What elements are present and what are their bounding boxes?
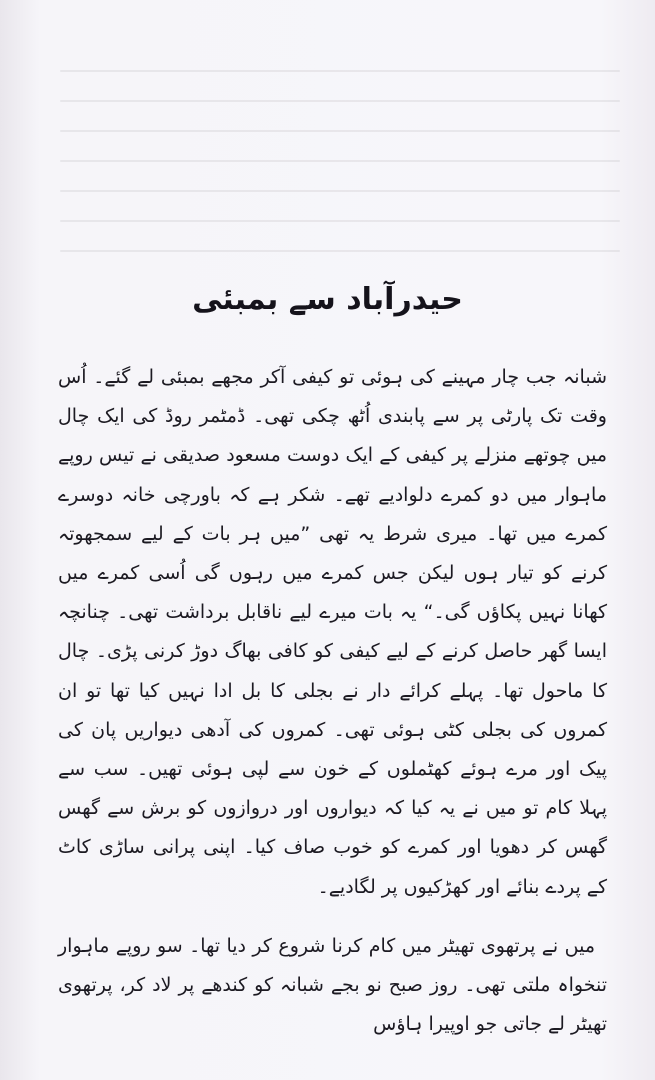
body-text: [58, 358, 607, 1044]
show-through-text: [60, 70, 620, 270]
paragraph: میں نے پرتھوی تھیٹر میں کام کرنا شروع کر دیا تھا۔ سو روپے ماہوار تنخواہ ملتی تھی۔ روز صبح نو بجے شبانہ کو کندھے پر لاد کر، پرتھوی تھیٹر لے جاتی جو اوپیرا ہاؤس: [58, 934, 607, 1036]
chapter-title: حیدرآباد سے بمبئی: [192, 282, 463, 318]
paragraph: شبانہ جب چار مہینے کی ہوئی تو کیفی آکر مجھے بمبئی لے گئے۔ اُس وقت تک پارٹی پر سے پابندی اُٹھ چکی تھی۔ ڈمٹمر روڈ کی ایک چال میں چوتھے منزلے پر کیفی کے ایک دوست مسعود صدیقی نے تیس روپے ماہوار میں دو کمرے دلوادیے تھے۔ شکر ہے کہ باورچی خانہ دوسرے کمرے میں تھا۔ میری شرط یہ تھی ”میں ہر بات کے لیے سمجھوتہ کرنے کو تیار ہوں لیکن جس کمرے میں رہوں گی اُسی کمرے میں کھانا نہیں پکاؤں گی۔“ یہ بات میرے لیے ناقابل برداشت تھی۔ چنانچہ ایسا گھر حاصل کرنے کے لیے کیفی کو کافی بھاگ دوڑ کرنی پڑی۔ چال کا ماحول تھا۔ پہلے کرائے دار نے بجلی کا بل ادا نہیں کیا تھا تو ان کمروں کی بجلی کٹی ہوئی تھی۔ کمروں کی آدھی دیواریں پان کی پیک اور مرے ہوئے کھٹملوں کے خون سے لپی ہوئی تھیں۔ سب سے پہلا کام تو میں نے یہ کیا کہ دیواروں اور دروازوں کو برش سے گھس گھس کر دھویا اور کمرے کو خوب صاف کیا۔ اپنی پرانی ساڑی کاٹ کے پردے بنائے اور کھڑکیوں پر لگادیے۔: [58, 366, 607, 898]
